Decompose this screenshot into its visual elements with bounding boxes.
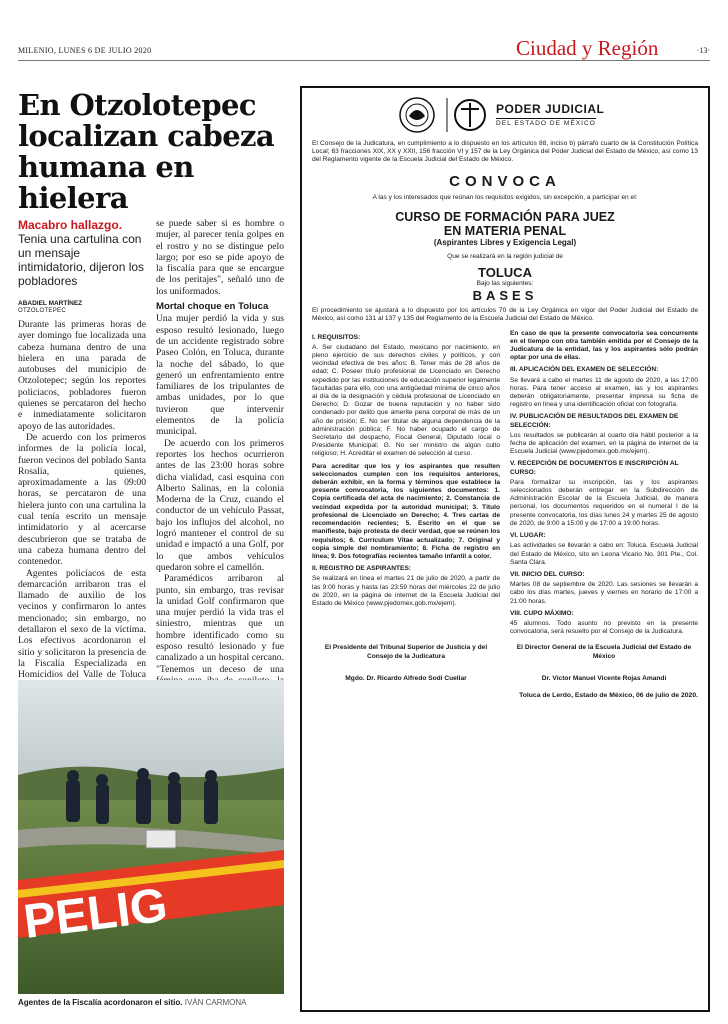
section-text: 45 alumnos. Todo asunto no previsto en la presente convocatoria, será resuelto por el Consejo de la Judicatura. xyxy=(510,619,698,636)
section-title: I. REQUISITOS: xyxy=(312,333,361,341)
section-title: II. REGISTRO DE ASPIRANTES: xyxy=(312,565,412,573)
article-photo xyxy=(18,680,284,994)
byline-place: OTZOLOTEPEC xyxy=(18,308,66,314)
byline-name: ABADIEL MARTÍNEZ xyxy=(18,300,83,307)
paragraph: Agentes policíacos de esta demarcación arribaron tras el llamado de auxilio de los vecinos y confirmaron lo antes mencionado; sin embargo, no detallaron el sexo de la víctima. Los efectivos acordonaron el sitio y solicitaron la presencia de la Fiscalía Especializada en Homicidios del Valle de Toluca xyxy=(18,567,146,681)
section-text: Martes 08 de septiembre de 2020. Las sesiones se llevarán a cabo los días martes, jueves y viernes en horario de 17:00 a 21:00 horas. xyxy=(510,581,698,605)
caution-tape-text: PELIG xyxy=(20,878,171,949)
course-subtitle: (Aspirantes Libres y Exigencia Legal) xyxy=(433,237,577,247)
signer-name: Dr. Víctor Manuel Vicente Rojas Amandi xyxy=(541,675,667,683)
signer-title: El Director General de la Escuela Judicial del Estado de México xyxy=(516,644,692,660)
region-city: TOLUCA xyxy=(478,265,532,281)
judicial-emblem-icon xyxy=(455,100,485,130)
region-text: Que se realizará en la región judicial de xyxy=(447,252,563,260)
photo-caption xyxy=(18,998,247,1007)
article-body-b xyxy=(156,218,284,720)
section-text: En caso de que la presente convocatoria sea concurrente en el tiempo con otra también emitida por el Consejo de la Judicatura de la entidad, las y los aspirantes sólo podrán optar por una de ellas. xyxy=(510,329,698,362)
news-article xyxy=(18,88,284,681)
section-title: IV. PUBLICACIÓN DE RESULTADOS DEL EXAMEN DE SELECCIÓN: xyxy=(510,413,679,429)
org-name: PODER JUDICIAL xyxy=(496,102,605,116)
section-title: VIII. CUPO MÁXIMO: xyxy=(510,609,574,617)
header-rule xyxy=(18,60,710,61)
article-subhead: Mortal choque en Toluca xyxy=(156,301,269,313)
kicker-bold: Macabro hallazgo. xyxy=(18,218,123,232)
section-text: Para acreditar que los y los aspirantes que resulten seleccionados cumplen con los requisitos anteriores, deberán exhibir, en la forma y términos que establece la presente convocatoria, los siguientes documentos: 1. Copia certificada del acta de nacimiento; 2. Constancia de vecindad expedida por la autoridad municipal; 3. Título profesional de Licenciado en Derecho; 4. Tres cartas de recomendación recientes; 5. Escrito en el que se manifieste, bajo protesta de decir verdad, que se reúnen los requisitos; 6. Currículum Vitae actualizado; 7. Original y copia simple del nombramiento; 8. Ficha de registro en línea; 9. Dos fotografías recientes tamaño infantil a color. xyxy=(312,462,500,560)
judicial-notice xyxy=(300,86,710,1012)
section-text: Los resultados se publicarán al cuarto día hábil posterior a la fecha de aplicación del examen, en la página de internet de la Escuela Judicial (www.pjedomex.gob.mx/ejem). xyxy=(510,431,698,456)
course-title-2: EN MATERIA PENAL xyxy=(443,223,567,238)
section-title: V. RECEPCIÓN DE DOCUMENTOS E INSCRIPCIÓN AL CURSO: xyxy=(510,460,679,476)
kicker-text: Tenia una cartulina con un mensaje intimidatorio, dijeron los pobladores xyxy=(18,232,145,288)
article-column-2 xyxy=(156,218,284,720)
bases-title: BASES xyxy=(472,288,538,304)
signature-right xyxy=(510,644,698,684)
article-kicker xyxy=(18,218,146,288)
notice-invite: A las y los interesados que reúnan los requisitos exigidos, sin excepción, a participar en el: xyxy=(372,193,638,201)
under-text: Bajo las siguientes: xyxy=(476,280,534,288)
org-subname: DEL ESTADO DE MÉXICO xyxy=(496,120,596,127)
section-title: VI. LUGAR: xyxy=(510,532,546,540)
section-text: Para formalizar su inscripción, las y los aspirantes seleccionados deberán entregar en la Subdirección de Administración Escolar de la Escuela Judicial, de manera personal, los documentos requeridos en el numeral I de la presente convocatoria, los días lunes 24 y martes 25 de agosto de 2020, de 9:00 a 15:00 y de 17:00 a 19:00 horas. xyxy=(510,478,698,527)
section-title: Ciudad y Región xyxy=(516,36,659,60)
signer-name: Mgdo. Dr. Ricardo Alfredo Sodi Cuellar xyxy=(345,675,467,683)
notice-left-column xyxy=(312,330,500,637)
state-seal-icon xyxy=(400,98,434,132)
edition-date: MILENIO, LUNES 6 DE JULIO 2020 xyxy=(18,46,152,55)
page-number: ·13· xyxy=(696,46,710,55)
section-text: Se llevará a cabo el martes 11 de agosto de 2020, a las 17:00 horas. Para tener acceso al examen, las y los aspirantes deberán obligatoriamente, presentar impresa su ficha de registro en línea y una identificación oficial con fotografía. xyxy=(510,376,698,409)
caption-text: Agentes de la Fiscalía acordonaron el sitio. xyxy=(18,998,183,1007)
masthead xyxy=(18,36,710,64)
paragraph: se puede saber si es hombre o mujer, al parecer tenía golpes en el rostro y no se distingue pelo largo; por eso se pide apoyo de la fiscalía para que se encargue de los peritajes", señaló uno de los uniformados. xyxy=(156,218,284,297)
signatures xyxy=(312,644,698,684)
notice-convoca: CONVOCA xyxy=(449,172,561,190)
signature-left xyxy=(312,644,500,684)
photo-credit: IVÁN CARMONA xyxy=(184,998,247,1007)
paragraph: De acuerdo con los primeros reportes los hechos ocurrieron antes de las 23:00 horas sobre dicha vialidad, casi esquina con Alberto Salinas, en la colonia Moderna de la Cruz, cuando el conductor de un vehículo Passat, bajo los influjos del alcohol, no logró mantener el control de su unidad e impactó a una Golf, por lo que ambos vehículos quedaron sobre el camellón. xyxy=(156,437,284,573)
notice-right-column xyxy=(510,330,698,637)
course-title-1: CURSO DE FORMACIÓN PARA JUEZ xyxy=(395,209,615,224)
signer-title: El Presidente del Tribunal Superior de Justicia y del Consejo de la Judicatura xyxy=(324,644,488,660)
section-title: III. APLICACIÓN DEL EXAMEN DE SELECCIÓN: xyxy=(510,366,659,374)
place-date: Toluca de Lerdo, Estado de México, 06 de julio de 2020. xyxy=(519,691,698,699)
notice-columns xyxy=(312,330,698,637)
notice-intro: El Consejo de la Judicatura, en cumplimiento a lo dispuesto en los artículos 88, inciso b) párrafo cuarto de la Constitución Política Local; 63 fracciones XIX, XX y XXII, 156 fracción VI y 157 de la Ley Orgánica del Poder Judicial del Estado de México, así como 13 del Reglamento vigente de la Escuela Judicial del Estado de México. xyxy=(312,140,698,164)
article-column-1 xyxy=(18,218,146,703)
paragraph: De acuerdo con los primeros informes de la policía local, fueron vecinos del poblado Santa Rosalía, quienes, aproximadamente a las 09:00 horas, se percataron de una hielera junto con una cartulina la cual tenía escrito un mensaje intimidatorio y al acercarse descubrieron que se trataba de una cabeza humana dentro del contenedor. xyxy=(18,431,146,568)
article-body-a xyxy=(18,319,146,703)
crime-scene-photo xyxy=(18,680,284,994)
paragraph-text: Paramédicos arribaron al punto, sin embargo, tras revisar la unidad Golf confirmaron que una mujer perdió la vida tras el siniestro, mientras que un hombre identificado como su esposo resultó lesionado y fue canalizado a un hospital cercano. "Tenemos un deceso de una xyxy=(156,573,284,675)
procedure-text: El procedimiento se ajustará a lo dispuesto por los artículos 70 de la Ley Orgánica en vigor del Poder Judicial del Estado de México, así como 131 al 137 y 135 del Reglamento de la Escuela Judicial del Estado de México. xyxy=(312,307,698,323)
section-text: Las actividades se llevarán a cabo en: Toluca. Escuela Judicial del Estado de México, sito en Leona Vicario No. 301 Pte., Col. Santa Clara. xyxy=(510,542,698,566)
notice-logos xyxy=(312,94,698,136)
section-text: A. Ser ciudadano del Estado, mexicano por nacimiento, en pleno ejercicio de sus derechos civiles y políticos, y con vecindad efectiva de tres años; B. Tener más de 28 años de edad; C. Poseer título profesional de Licenciado en Derecho expedido por las instituciones de educación superior legalmente facultadas para ello, con una antigüedad mínima de cinco años al día de la designación y cédula profesional de Licenciado en Derecho; D. Gozar de buena reputación y no haber sido condenado por delito que amerite pena corporal de más de un año de prisión; E. No ser titular de alguna dependencia de la administración pública; F. No haber ocupado el cargo de Secretario del despacho, Fiscal General, Diputado local o Presidente Municipal; G. No ser ministro de algún culto religioso; H. Acreditar el examen de selección al curso. xyxy=(312,343,500,458)
section-text: Se realizará en línea el martes 21 de julio de 2020, a partir de las 9:00 horas y hasta las 23:59 horas del miércoles 22 de julio de 2020, en la página de internet de la Escuela Judicial del Estado de México (www.pjedomex.gob.mx/ejem). xyxy=(312,575,500,607)
paragraph: Durante las primeras horas de ayer domingo fue localizada una cabeza humana dentro de una hielera en una parada de autobuses del municipio de Otzolotepec; según los reportes policiacos, pobladores fueron quienes se percataron del hecho e inmediatamente solicitaron apoyo de las autoridades. xyxy=(18,319,146,432)
article-headline: En Otzolotepec localizan cabeza humana en hielera xyxy=(18,88,275,215)
section-title: VII. INICIO DEL CURSO: xyxy=(510,570,585,578)
paragraph: Una mujer perdió la vida y sus esposo resultó lesionado, luego de un accidente registrado sobre Paseo Colón, en Toluca, durante la noche del sábado, lo que generó un enfrentamiento entre familiares de los tripulantes de ambas unidades, por lo que tuvieron que intervenir elementos de la policía municipal. xyxy=(156,313,284,438)
